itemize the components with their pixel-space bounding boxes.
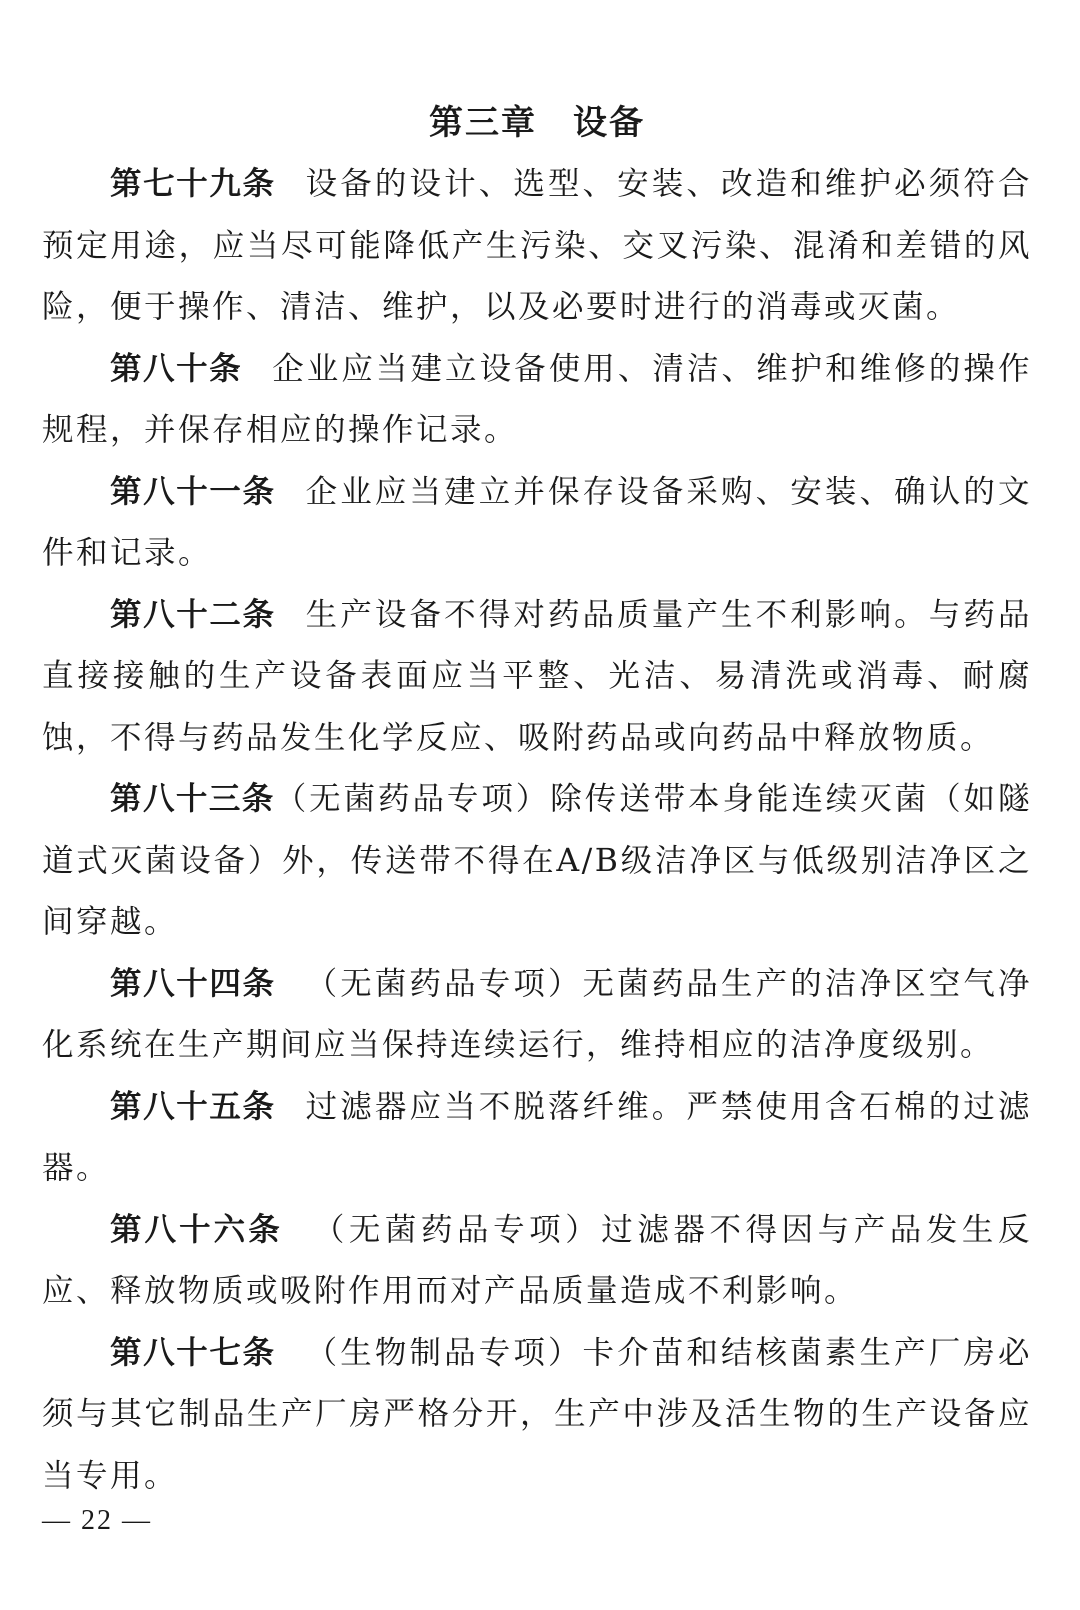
article-80 bbox=[42, 339, 1032, 462]
page-number: — 22 — bbox=[42, 1505, 152, 1536]
article-text: 过滤器应当不脱落纤维。严禁使用含石棉的过滤器。 bbox=[42, 1088, 1032, 1186]
article-text: （无菌药品专项）过滤器不得因与产品发生反应、释放物质或吸附作用而对产品质量造成不利影响。 bbox=[42, 1211, 1032, 1309]
article-text: （无菌药品专项）除传送带本身能连续灭菌（如隧道式灭菌设备）外，传送带不得在A/B级洁净区与低级别洁净区之间穿越。 bbox=[42, 781, 1032, 940]
document-page bbox=[42, 92, 1032, 1507]
article-81 bbox=[42, 462, 1032, 585]
article-85 bbox=[42, 1077, 1032, 1200]
chapter-title: 第三章 设备 bbox=[429, 103, 645, 143]
article-86 bbox=[42, 1200, 1032, 1323]
article-text: 企业应当建立设备使用、清洁、维护和维修的操作规程，并保存相应的操作记录。 bbox=[42, 350, 1032, 448]
article-number: 第七十九条 bbox=[110, 166, 276, 202]
article-number: 第八十二条 bbox=[110, 596, 276, 633]
article-text: （无菌药品专项）无菌药品生产的洁净区空气净化系统在生产期间应当保持连续运行，维持相应的洁净度级别。 bbox=[42, 965, 1032, 1063]
article-82 bbox=[42, 585, 1032, 770]
article-number: 第八十三条 bbox=[110, 781, 275, 817]
article-number: 第八十五条 bbox=[110, 1088, 276, 1125]
article-87 bbox=[42, 1323, 1032, 1508]
article-text: 设备的设计、选型、安装、改造和维护必须符合预定用途，应当尽可能降低产生污染、交叉污染、混淆和差错的风险，便于操作、清洁、维护，以及必要时进行的消毒或灭菌。 bbox=[42, 166, 1032, 325]
article-number: 第八十一条 bbox=[110, 473, 276, 510]
article-text: 生产设备不得对药品质量产生不利影响。与药品直接接触的生产设备表面应当平整、光洁、易清洗或消毒、耐腐蚀，不得与药品发生化学反应、吸附药品或向药品中释放物质。 bbox=[42, 596, 1032, 756]
article-83 bbox=[42, 769, 1032, 954]
article-number: 第八十七条 bbox=[110, 1334, 276, 1371]
article-number: 第八十六条 bbox=[110, 1211, 283, 1248]
article-text: 企业应当建立并保存设备采购、安装、确认的文件和记录。 bbox=[42, 473, 1032, 571]
article-84 bbox=[42, 954, 1032, 1077]
article-79 bbox=[42, 154, 1032, 339]
article-text: （生物制品专项）卡介苗和结核菌素生产厂房必须与其它制品生产厂房严格分开，生产中涉及活生物的生产设备应当专用。 bbox=[42, 1334, 1032, 1494]
article-number: 第八十四条 bbox=[110, 965, 276, 1002]
article-number: 第八十条 bbox=[110, 350, 243, 387]
